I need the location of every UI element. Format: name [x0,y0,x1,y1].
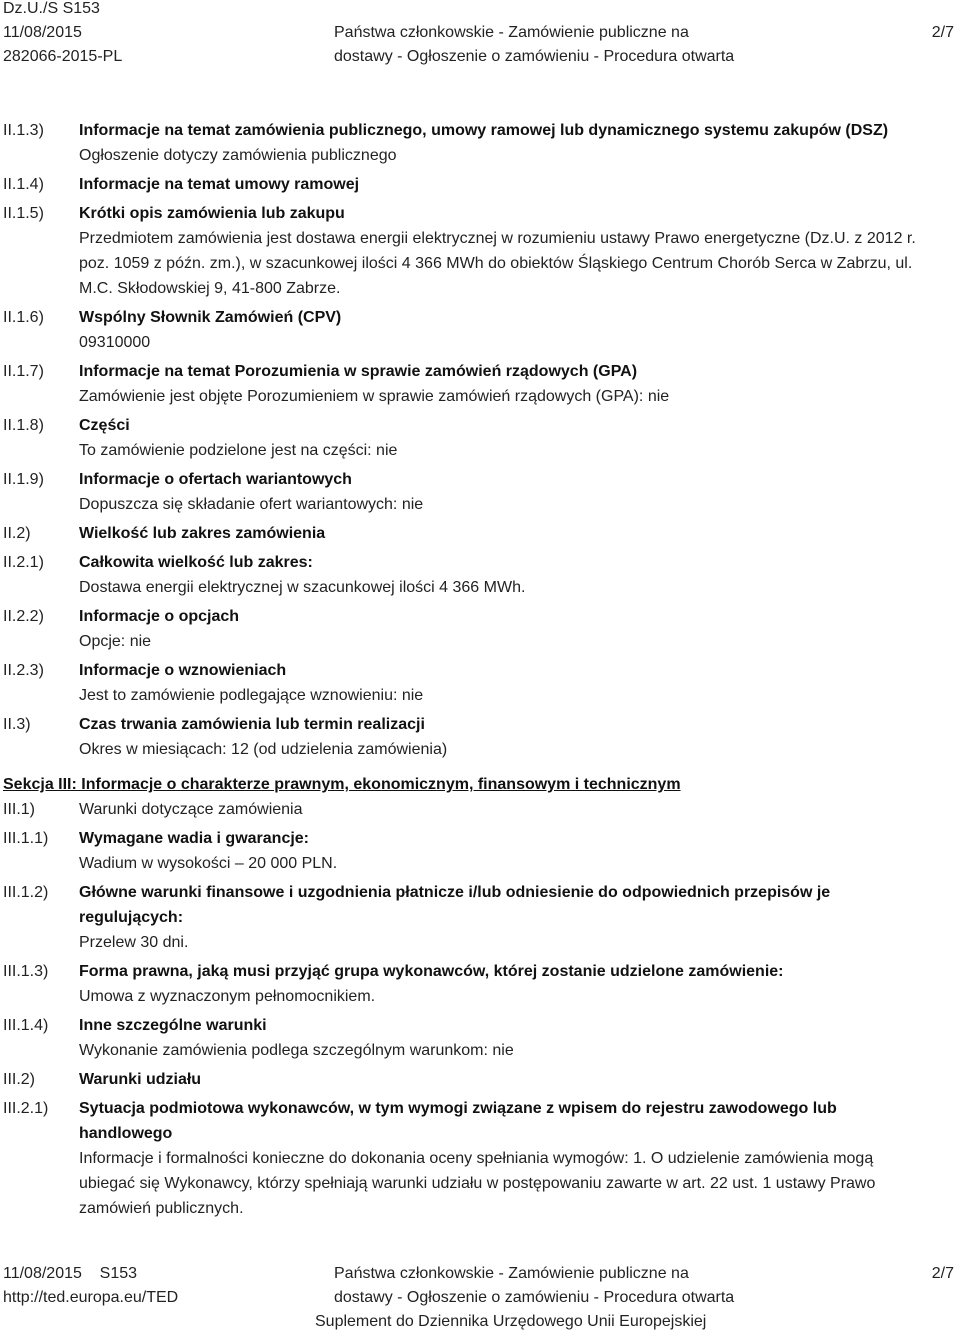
section-number: III.1.3) [3,963,49,980]
footer-url-link[interactable]: http://ted.europa.eu/TED [3,1289,179,1306]
footer-center-line1: Państwa członkowskie - Zamówienie publiczne na [334,1265,689,1282]
footer-left [3,1262,178,1310]
section-title: Całkowita wielkość lub zakres: [79,554,313,571]
section-text: To zamówienie podzielone jest na części: nie [79,442,398,459]
section-title: Informacje na temat umowy ramowej [79,176,360,193]
footer-date: 11/08/2015 [3,1265,82,1282]
section-title: Informacje na temat Porozumienia w sprawie zamówień rządowych (GPA) [79,363,638,380]
section-item [0,467,960,517]
section-text: Ogłoszenie dotyczy zamówienia publicznego [79,147,397,164]
section-text: Okres w miesiącach: 12 (od udzielenia zamówienia) [79,741,448,758]
section-title: Czas trwania zamówienia lub termin realizacji [79,716,425,733]
section-item [0,413,960,463]
header-page-number: 2/7 [931,24,954,41]
document-content [0,118,960,1221]
section-number: II.2.3) [3,662,44,679]
section-text: Umowa z wyznaczonym pełnomocnikiem. [79,988,376,1005]
section-number: II.1.6) [3,309,44,326]
section-number: II.1.8) [3,417,44,434]
section-title: Główne warunki finansowe i uzgodnienia płatnicze i/lub odniesienie do odpowiednich przepisów je regulujących: [79,884,831,926]
header-center [334,21,734,69]
section-text: Przedmiotem zamówienia jest dostawa energii elektrycznej w rozumieniu ustawy Prawo energetyczne (Dz.U. z 2012 r. poz. 1059 z późn. zm.), w szacunkowej ilości 4 366 MWh do obiektów Śląskiego Centrum Chorób Serca w Zabrzu, ul. M.C. Skłodowskiej 9, 41-800 Zabrze. [79,230,916,297]
section-title: Informacje na temat zamówienia publicznego, umowy ramowej lub dynamicznego systemu zakupów (DSZ) [79,122,889,139]
section-item [0,959,960,1009]
section-title: Wymagane wadia i gwarancje: [79,830,310,847]
section-number: II.3) [3,716,31,733]
section-text: Przelew 30 dni. [79,934,189,951]
section-number: II.1.5) [3,205,44,222]
header-center-line1: Państwa członkowskie - Zamówienie publiczne na [334,24,689,41]
section-item [0,797,960,822]
footer-center-line2: dostawy - Ogłoszenie o zamówieniu - Procedura otwarta [334,1289,735,1306]
section-number: II.2.2) [3,608,44,625]
section-item [0,172,960,197]
section-item [0,305,960,355]
section-text: Dopuszcza się składanie ofert wariantowych: nie [79,496,424,513]
cpv-code: 09310000 [79,334,151,351]
section-number: II.1.9) [3,471,44,488]
section-title: Inne szczególne warunki [79,1017,267,1034]
section-title: Części [79,417,130,434]
header-notice-id: 282066-2015-PL [3,48,123,65]
section-text: Dostawa energii elektrycznej w szacunkowej ilości 4 366 MWh. [79,579,526,596]
section-number: III.2) [3,1071,36,1088]
section-item [0,826,960,876]
section-title: Krótki opis zamówienia lub zakupu [79,205,345,222]
section-number: II.1.3) [3,122,44,139]
section-text: Jest to zamówienie podlegające wznowieniu: nie [79,687,424,704]
section-title: Warunki dotyczące zamówienia [79,801,303,818]
section-item [0,658,960,708]
header-date: 11/08/2015 [3,24,82,41]
section-number: II.1.7) [3,363,44,380]
section-item [0,521,960,546]
section-item [0,1013,960,1063]
section-item [0,604,960,654]
section-item [0,359,960,409]
section-title: Informacje o wznowieniach [79,662,287,679]
section-number: II.2.1) [3,554,44,571]
section-number: III.2.1) [3,1100,49,1117]
section-number: III.1.1) [3,830,49,847]
section-text: Zamówienie jest objęte Porozumieniem w sprawie zamówień rządowych (GPA): nie [79,388,670,405]
section-text: Informacje i formalności konieczne do dokonania oceny spełniania wymogów: 1. O udzielenie zamówienia mogą ubiegać się Wykonawcy, którzy spełniają warunki udziału w postępowaniu zawarte w art. 22 ust. 1 ustawy Prawo zamówień publicznych. [79,1150,876,1217]
footer-series: S153 [99,1265,138,1282]
section-title: Sytuacja podmiotowa wykonawców, w tym wymogi związane z wpisem do rejestru zawodowego lub handlowego [79,1100,837,1142]
header-journal-ref: Dz.U./S S153 [3,0,100,17]
section-title: Forma prawna, jaką musi przyjąć grupa wykonawców, której zostanie udzielone zamówienie: [79,963,784,980]
section-number: II.1.4) [3,176,44,193]
section-text: Wykonanie zamówienia podlega szczególnym warunkom: nie [79,1042,514,1059]
footer-center-line3: Suplement do Dziennika Urzędowego Unii Europejskiej [315,1313,707,1330]
section-number: III.1.4) [3,1017,49,1034]
section-item [0,1096,960,1221]
section-title: Warunki udziału [79,1071,202,1088]
section-number: III.1.2) [3,884,49,901]
section-title: Wspólny Słownik Zamówień (CPV) [79,309,342,326]
section-title: Wielkość lub zakres zamówienia [79,525,326,542]
section-item [0,201,960,301]
header-left [3,0,122,69]
header-center-line2: dostawy - Ogłoszenie o zamówieniu - Procedura otwarta [334,48,735,65]
section-iii-heading: Sekcja III: Informacje o charakterze prawnym, ekonomicznym, finansowym i technicznym [3,776,681,793]
section-item [0,550,960,600]
section-text: Opcje: nie [79,633,152,650]
section-title: Informacje o ofertach wariantowych [79,471,352,488]
section-item [0,880,960,955]
section-number: III.1) [3,801,36,818]
section-number: II.2) [3,525,31,542]
footer-page-number: 2/7 [931,1265,954,1282]
section-item [0,118,960,168]
footer-center [334,1262,734,1310]
page-header [0,0,960,72]
page-footer [0,1262,960,1334]
section-title: Informacje o opcjach [79,608,240,625]
section-item [0,712,960,762]
section-item [0,1067,960,1092]
section-text: Wadium w wysokości – 20 000 PLN. [79,855,338,872]
